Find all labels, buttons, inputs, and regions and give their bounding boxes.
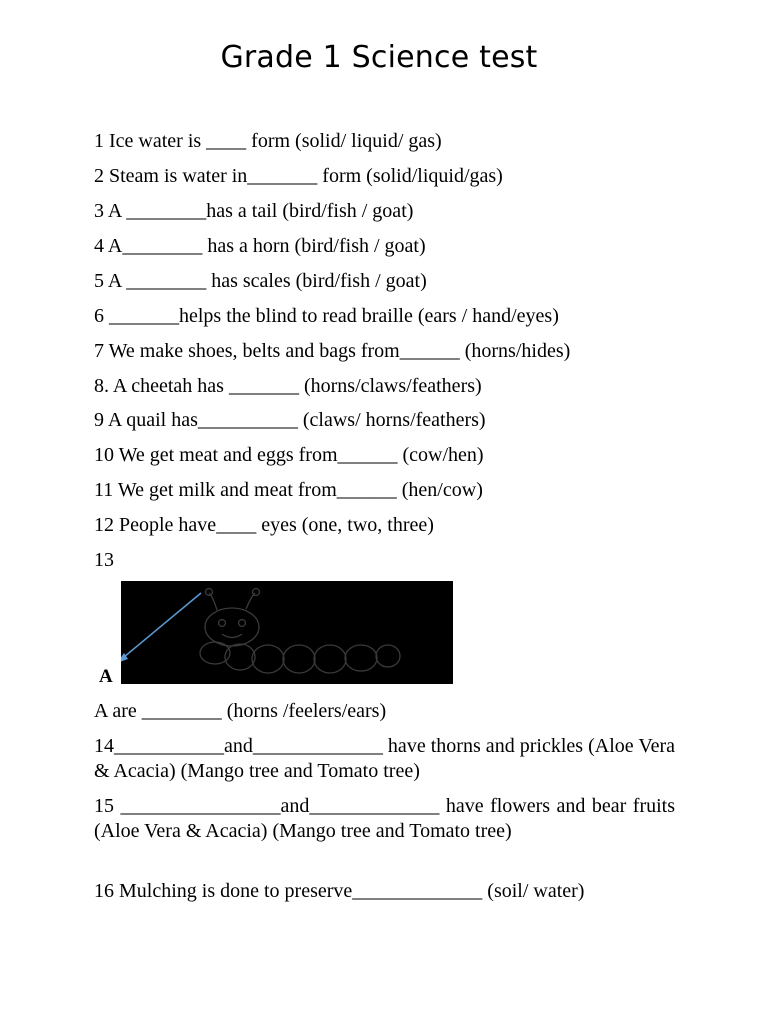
question-13: 13: [94, 549, 114, 571]
page-title: Grade 1 Science test: [220, 40, 538, 75]
question-8: 8. A cheetah has _______ (horns/claws/feathers): [94, 375, 482, 397]
question-7: 7 We make shoes, belts and bags from______ (horns/hides): [94, 340, 571, 362]
caterpillar-icon: [121, 581, 453, 684]
question-11: 11 We get milk and meat from______ (hen/cow): [94, 479, 483, 501]
question-4: 4 A________ has a horn (bird/fish / goat): [94, 235, 426, 257]
question-2: 2 Steam is water in_______ form (solid/liquid/gas): [94, 165, 503, 187]
question-10: 10 We get meat and eggs from______ (cow/hen): [94, 444, 484, 466]
question-15: 15 ________________and_____________ have flowers and bear fruits (Aloe Vera & Acacia) (Mango tree and Tomato tree): [94, 795, 675, 842]
figure-label: A: [99, 666, 113, 687]
question-12: 12 People have____ eyes (one, two, three): [94, 514, 434, 536]
question-14: 14___________and_____________ have thorns and prickles (Aloe Vera & Acacia) (Mango tree and Tomato tree): [94, 735, 675, 782]
question-9: 9 A quail has__________ (claws/ horns/feathers): [94, 409, 486, 431]
question-5: 5 A ________ has scales (bird/fish / goat): [94, 270, 427, 292]
question-3: 3 A ________has a tail (bird/fish / goat): [94, 200, 414, 222]
question-16: 16 Mulching is done to preserve_____________ (soil/ water): [94, 880, 585, 902]
question-13-answer: A are ________ (horns /feelers/ears): [94, 700, 387, 722]
caterpillar-illustration: [121, 581, 453, 684]
question-1: 1 Ice water is ____ form (solid/ liquid/ gas): [94, 130, 442, 152]
question-6: 6 _______helps the blind to read braille (ears / hand/eyes): [94, 305, 559, 327]
